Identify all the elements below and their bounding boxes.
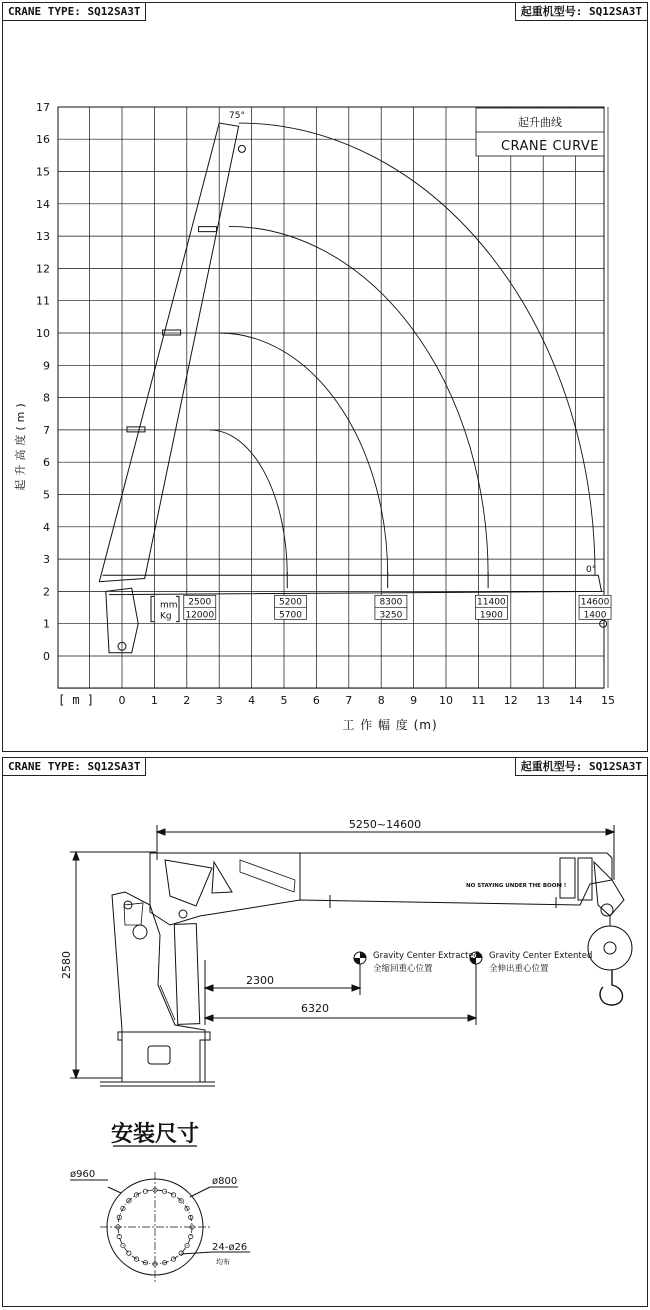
x-tick-label: 3 [215, 694, 223, 707]
x-tick-label: 13 [536, 694, 551, 707]
install-title: 安装尺寸 [110, 1122, 200, 1147]
load-weight-kg: 3250 [379, 610, 403, 621]
x-tick-label: 5 [280, 694, 288, 707]
load-radius-mm: 5200 [279, 597, 302, 608]
gravity-extended-en: Gravity Center Extented [489, 951, 593, 961]
x-tick-label: 10 [439, 694, 453, 707]
x-tick-label: 12 [503, 694, 518, 707]
x-unit-label: [ m ] [57, 693, 95, 707]
load-radius-mm: 11400 [477, 597, 506, 608]
y-tick-label: 14 [36, 197, 50, 211]
dim-height: 2580 [60, 951, 73, 979]
bolt-hole [162, 1189, 166, 1193]
load-weight-kg: 1400 [583, 610, 607, 621]
y-tick-label: 11 [36, 294, 50, 308]
unit-kg: Kg [160, 611, 172, 622]
gravity-extracted-en: Gravity Center Extracted [373, 951, 480, 961]
dia-bolt: ø800 [212, 1176, 238, 1187]
y-tick-label: 6 [43, 456, 50, 470]
y-tick-label: 12 [36, 262, 50, 276]
x-tick-label: 8 [377, 694, 385, 707]
x-tick-label: 4 [248, 694, 256, 707]
crane-base [118, 1032, 210, 1082]
y-tick-label: 7 [43, 423, 50, 437]
load-weight-kg: 1900 [479, 610, 503, 621]
boom-warning-note: NO STAYING UNDER THE BOOM ! [466, 883, 567, 889]
hook-sheave [588, 926, 632, 970]
y-tick-label: 15 [36, 165, 50, 179]
gravity-symbol-extracted [354, 952, 366, 964]
x-tick-label: 6 [312, 694, 320, 707]
y-tick-label: 4 [43, 520, 50, 534]
holes-count: 24-ø26 [212, 1242, 248, 1253]
bottom-header-left: CRANE TYPE: SQ12SA3T [2, 757, 146, 776]
angle-bottom-label: 0° [586, 565, 597, 575]
dim-6320: 6320 [301, 1002, 329, 1015]
dim-overall-length: 5250~14600 [348, 818, 422, 831]
load-radius-mm: 8300 [379, 597, 403, 608]
unit-mm: mm [160, 600, 178, 611]
y-tick-label: 9 [43, 359, 50, 373]
angle-top-label: 75° [229, 111, 245, 121]
bolt-hole [179, 1251, 183, 1255]
x-tick-label: 0 [118, 694, 126, 707]
load-radius-mm: 2500 [188, 597, 212, 608]
y-tick-label: 2 [43, 585, 50, 599]
bolt-holes [116, 1188, 194, 1266]
x-tick-label: 14 [568, 694, 583, 707]
top-header-left: CRANE TYPE: SQ12SA3T [2, 2, 146, 21]
bottom-header-right: 起重机型号: SQ12SA3T [515, 757, 648, 776]
bolt-hole [127, 1251, 131, 1255]
y-tick-label: 3 [43, 553, 50, 567]
x-tick-label: 9 [410, 694, 418, 707]
bolt-hole [171, 1193, 175, 1197]
legend-en: CRANE CURVE [500, 139, 600, 154]
y-tick-label: 16 [36, 133, 50, 147]
boom-section [150, 853, 612, 925]
holes-note: 均布 [216, 1258, 230, 1266]
y-tick-label: 0 [43, 650, 50, 663]
y-tick-label: 5 [43, 488, 50, 502]
dim-2300: 2300 [246, 974, 274, 987]
dia-outer: ø960 [70, 1169, 96, 1180]
load-radius-mm: 14600 [580, 597, 610, 608]
top-header-right: 起重机型号: SQ12SA3T [515, 2, 648, 21]
y-tick-label: 1 [43, 617, 50, 631]
y-axis-label: 起升高度(m) [14, 399, 27, 491]
x-axis-label: 工 作 幅 度 (m) [342, 718, 438, 732]
crane-column [112, 892, 205, 1082]
y-tick-label: 17 [36, 100, 50, 114]
x-tick-label: 7 [345, 694, 353, 707]
load-weight-kg: 12000 [185, 610, 215, 621]
x-tick-label: 2 [183, 694, 191, 707]
legend-cn: 起升曲线 [518, 116, 562, 129]
gravity-extended-cn: 全伸出重心位置 [489, 964, 549, 974]
y-tick-label: 8 [43, 391, 50, 405]
gravity-extracted-cn: 全缩回重心位置 [373, 964, 433, 974]
load-weight-kg: 5700 [279, 610, 302, 621]
hydraulic-cylinder [174, 924, 199, 1025]
y-tick-label: 13 [36, 230, 50, 244]
x-tick-label: 1 [150, 694, 158, 707]
y-tick-label: 10 [36, 327, 50, 340]
x-tick-label: 11 [471, 694, 486, 707]
crane-hook [600, 970, 623, 1005]
x-tick-label: 15 [601, 694, 615, 707]
